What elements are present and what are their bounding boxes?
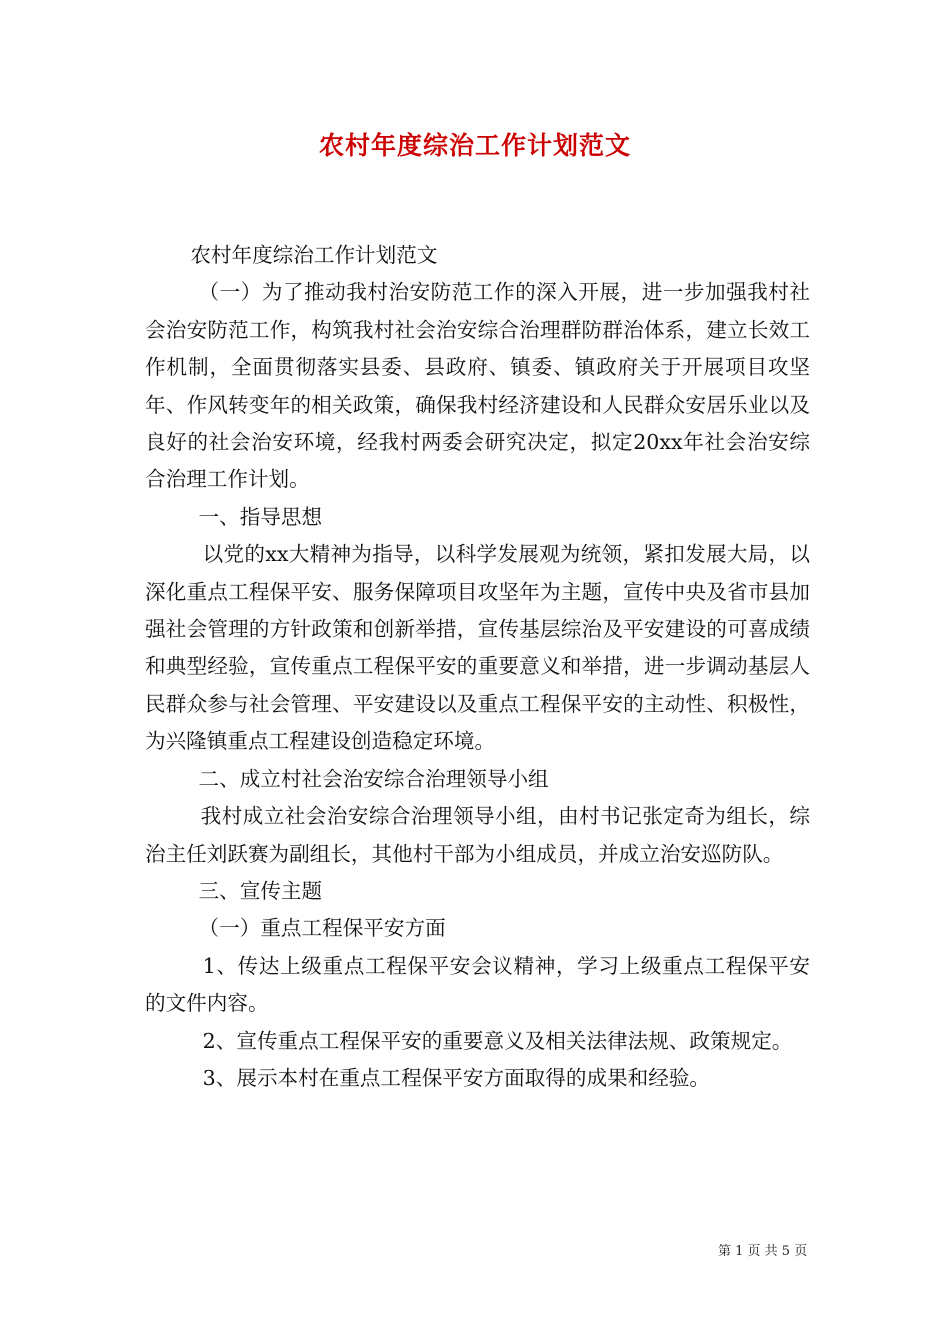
document-title: 农村年度综治工作计划范文 <box>318 131 631 160</box>
section-heading: 一、指导思想 <box>198 504 323 529</box>
subsection-heading: （一）重点工程保平安方面 <box>198 916 446 941</box>
list-item: 1、传达上级重点工程保平安会议精神，学习上级重点工程保平安的文件内容。 <box>145 953 810 1016</box>
page-number-footer: 第 1 页 共 5 页 <box>718 1244 808 1259</box>
list-item: 2、宣传重点工程保平安的重要意义及相关法律法规、政策规定。 <box>202 1028 793 1053</box>
list-item: 3、展示本村在重点工程保平安方面取得的成果和经验。 <box>202 1065 711 1090</box>
body-paragraph: （一）为了推动我村治安防范工作的深入开展，进一步加强我村社会治安防范工作，构筑我村社会治安综合治理群防群治体系，建立长效工作机制，全面贯彻落实县委、县政府、镇委、镇政府关于开展项目攻坚年、作风转变年的相关政策，确保我村经济建设和人民群众安居乐业以及良好的社会治安环境，经我村两委会研究决定，拟定20xx年社会治安综合治理工作计划。 <box>145 280 810 492</box>
document-body <box>145 237 810 1097</box>
body-paragraph: 我村成立社会治安综合治理领导小组，由村书记张定奇为组长，综治主任刘跃赛为副组长，其他村干部为小组成员，并成立治安巡防队。 <box>145 804 810 866</box>
section-heading: 二、成立村社会治安综合治理领导小组 <box>198 766 549 791</box>
body-paragraph: 农村年度综治工作计划范文 <box>190 243 438 267</box>
body-paragraph: 以党的xx大精神为指导，以科学发展观为统领，紧扣发展大局，以深化重点工程保平安、服务保障项目攻坚年为主题，宣传中央及省市县加强社会管理的方针政策和创新举措，宣传基层综治及平安建设的可喜成绩和典型经验，宣传重点工程保平安的重要意义和举措，进一步调动基层人民群众参与社会管理、平安建设以及重点工程保平安的主动性、积极性，为兴隆镇重点工程建设创造稳定环境。 <box>145 542 810 754</box>
section-heading: 三、宣传主题 <box>198 878 323 903</box>
